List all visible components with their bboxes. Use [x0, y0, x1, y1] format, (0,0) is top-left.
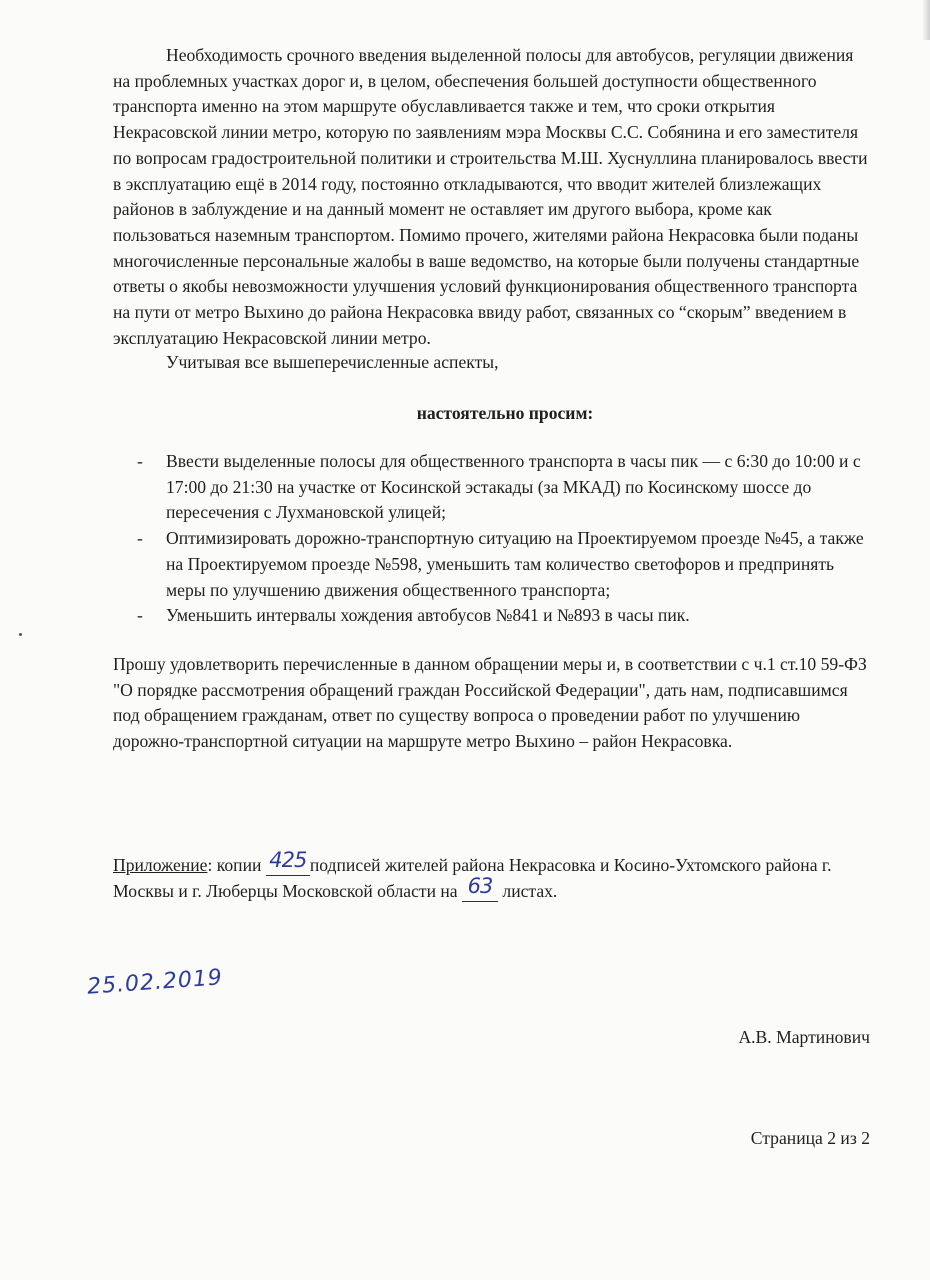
closing-paragraph: Прошу удовлетворить перечисленные в данном обращении меры и, в соответствии с ч.1 ст.10 59-ФЗ "О порядке рассмотрения обращений граждан Российской Федерации", дать нам, подписавшимся под обращением гражданам, ответ по существу вопроса о проведении работ по улучшению дорожно-транспортной ситуации на маршруте метро Выхино – район Некрасовка. [113, 654, 867, 752]
list-item-text: Ввести выделенные полосы для общественного транспорта в часы пик — с 6:30 до 10:00 и с 17:00 до 21:30 на участке от Косинской эстакады (за МКАД) по Косинскому шоссе до пересечения с Лухмановской улицей; [166, 451, 861, 523]
list-item-text: Оптимизировать дорожно-транспортную ситуацию на Проектируемом проезде №45, а также на Проектируемом проезде №598, уменьшить там количество светофоров и предпринять меры по улучшению движения общественного транспорта; [166, 528, 864, 600]
signatures-count-field [266, 848, 310, 876]
list-item [113, 603, 873, 629]
appendix-text-2: подписей жителей района Некрасовка и Косино-Ухтомского района г. Москвы и г. Люберцы Московской области на [113, 855, 832, 901]
list-item [113, 526, 873, 603]
page-edge-shadow [922, 0, 930, 40]
scan-speck [19, 633, 22, 636]
demands-list [113, 449, 873, 629]
signature-name: А.В. Мартинович [738, 1027, 870, 1047]
appendix-text-1: : копии [207, 855, 266, 875]
appendix-line [113, 848, 883, 904]
appendix-label: Приложение [113, 855, 208, 875]
list-bullet: - [137, 605, 143, 626]
request-heading: настоятельно просим: [416, 403, 594, 423]
considering-paragraph: Учитывая все вышеперечисленные аспекты, [166, 352, 499, 372]
list-bullet: - [137, 528, 143, 549]
sheets-count-handwritten: 63 [467, 873, 493, 898]
appendix-text-3: листах. [498, 880, 558, 901]
list-item-text: Уменьшить интервалы хождения автобусов №841 и №893 в часы пик. [166, 605, 690, 626]
page-number: Страница 2 из 2 [750, 1128, 870, 1148]
list-bullet: - [137, 451, 143, 471]
sheets-count-field [462, 873, 498, 902]
list-item [113, 449, 873, 526]
handwritten-date: 25.02.2019 [86, 965, 224, 1000]
signatures-count-handwritten: 425 [269, 848, 307, 872]
intro-paragraph: Необходимость срочного введения выделенной полосы для автобусов, регуляции движения на проблемных участках дорог и, в целом, обеспечения большей доступности общественного транспорта именно на этом маршруте обуславливается также и тем, что сроки открытия Некрасовской линии метро, которую по заявлениям мэра Москвы С.С. Собянина и его заместителя по вопросам градостроительной политики и строительства М.Ш. Хуснуллина планировалось ввести в эксплуатацию ещё в 2014 году, постоянно откладываются, что вводит жителей близлежащих районов в заблуждение и на данный момент не оставляет им другого выбора, кроме как пользоваться наземным транспортом. Помимо прочего, жителями района Некрасовка были поданы многочисленные персональные жалобы в ваше ведомство, на которые были получены стандартные ответы о якобы невозможности улучшения условий функционирования общественного транспорта на пути от метро Выхино до района Некрасовка ввиду работ, связанных со “скорым” введением в эксплуатацию Некрасовской линии метро. [113, 45, 868, 348]
